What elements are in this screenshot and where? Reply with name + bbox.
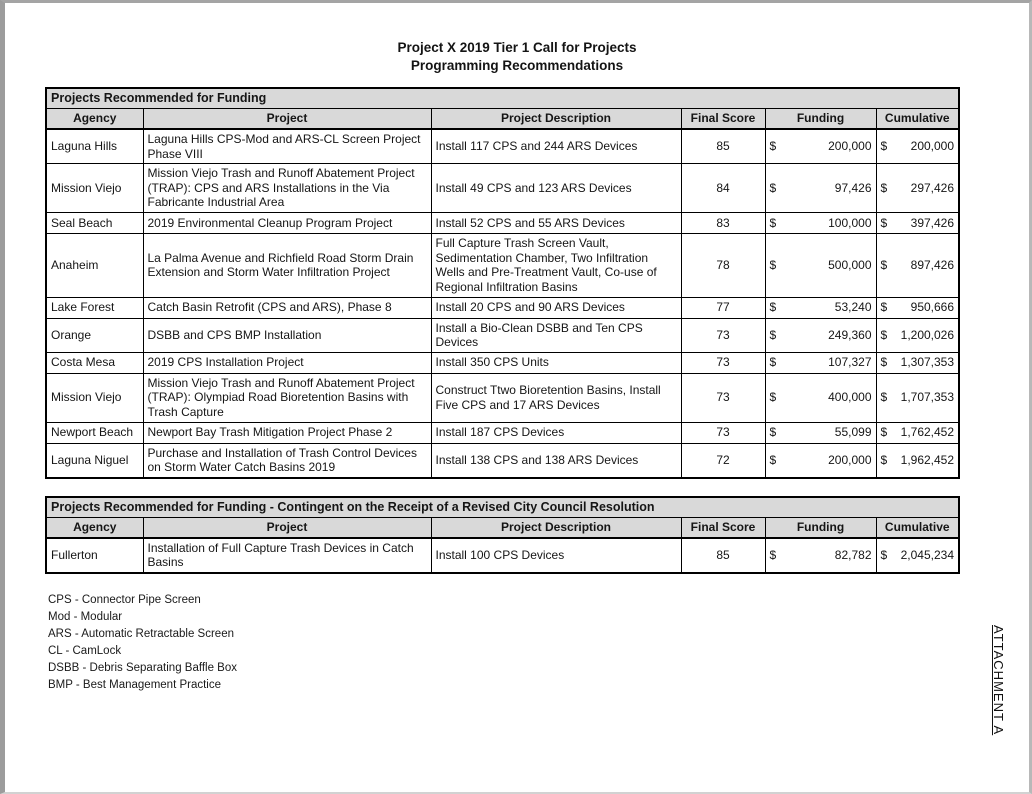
currency-symbol: $	[880, 300, 888, 315]
column-header-project-description: Project Description	[431, 518, 681, 538]
cell-final-score: 73	[681, 422, 765, 443]
funding-amount: 400,000	[828, 390, 872, 405]
table-section-title: Projects Recommended for Funding - Contingent on the Receipt of a Revised City Council Resolution	[46, 497, 959, 518]
cell-final-score: 84	[681, 164, 765, 213]
currency-symbol: $	[769, 139, 777, 154]
cell-cumulative	[876, 538, 959, 573]
cumulative-amount: 897,426	[910, 257, 955, 272]
cumulative-amount: 950,666	[910, 300, 955, 315]
cell-funding	[765, 164, 876, 213]
funding-amount: 53,240	[834, 300, 872, 315]
cell-project: La Palma Avenue and Richfield Road Storm Drain Extension and Storm Water Infiltration Project	[143, 234, 431, 298]
cumulative-amount: 397,426	[910, 215, 955, 230]
funding-amount: 500,000	[828, 257, 872, 272]
cell-final-score: 85	[681, 538, 765, 573]
currency-symbol: $	[880, 355, 888, 370]
title-line-2: Programming Recommendations	[410, 58, 624, 73]
currency-symbol: $	[880, 548, 888, 563]
cell-agency: Newport Beach	[46, 422, 143, 443]
funding-amount: 82,782	[834, 548, 872, 563]
cell-final-score: 72	[681, 443, 765, 478]
cell-cumulative	[876, 373, 959, 422]
table-row	[46, 234, 959, 298]
cell-final-score: 78	[681, 234, 765, 298]
table-row	[46, 164, 959, 213]
currency-symbol: $	[769, 257, 777, 272]
table-row	[46, 373, 959, 422]
cumulative-amount: 1,200,026	[900, 327, 955, 342]
column-header-funding: Funding	[765, 109, 876, 129]
cell-description: Install 117 CPS and 244 ARS Devices	[431, 129, 681, 164]
cell-description: Install 52 CPS and 55 ARS Devices	[431, 213, 681, 234]
table-row	[46, 129, 959, 164]
cell-final-score: 85	[681, 129, 765, 164]
currency-symbol: $	[769, 355, 777, 370]
currency-symbol: $	[769, 300, 777, 315]
currency-symbol: $	[769, 215, 777, 230]
contingent-funding-table	[45, 496, 960, 574]
funding-amount: 97,426	[834, 180, 872, 195]
cell-cumulative	[876, 443, 959, 478]
cell-funding	[765, 538, 876, 573]
cell-agency: Mission Viejo	[46, 164, 143, 213]
cell-project: Mission Viejo Trash and Runoff Abatement Project (TRAP): CPS and ARS Installations in the Via Fabricante Industrial Area	[143, 164, 431, 213]
cell-agency: Anaheim	[46, 234, 143, 298]
funding-amount: 107,327	[828, 355, 872, 370]
cell-cumulative	[876, 352, 959, 373]
cell-agency: Fullerton	[46, 538, 143, 573]
cell-description: Install 49 CPS and 123 ARS Devices	[431, 164, 681, 213]
funding-amount: 55,099	[834, 425, 872, 440]
footnotes	[48, 592, 1029, 694]
table-row	[46, 422, 959, 443]
cell-funding	[765, 352, 876, 373]
cell-project: 2019 Environmental Cleanup Program Project	[143, 213, 431, 234]
cell-description: Install a Bio-Clean DSBB and Ten CPS Devices	[431, 318, 681, 352]
funding-amount: 249,360	[828, 327, 872, 342]
funding-amount: 200,000	[828, 139, 872, 154]
cell-funding	[765, 297, 876, 318]
cell-agency: Costa Mesa	[46, 352, 143, 373]
footnote-line: CL - CamLock	[48, 645, 122, 657]
cell-final-score: 77	[681, 297, 765, 318]
cell-final-score: 73	[681, 373, 765, 422]
column-header-cumulative: Cumulative	[876, 109, 959, 129]
currency-symbol: $	[769, 425, 777, 440]
column-header-cumulative: Cumulative	[876, 518, 959, 538]
cell-agency: Orange	[46, 318, 143, 352]
cell-project: Newport Bay Trash Mitigation Project Phase 2	[143, 422, 431, 443]
cell-agency: Laguna Niguel	[46, 443, 143, 478]
cell-cumulative	[876, 318, 959, 352]
column-header-agency: Agency	[46, 518, 143, 538]
cumulative-amount: 1,307,353	[900, 355, 955, 370]
cell-project: 2019 CPS Installation Project	[143, 352, 431, 373]
cell-project: Installation of Full Capture Trash Devices in Catch Basins	[143, 538, 431, 573]
cell-final-score: 73	[681, 352, 765, 373]
cumulative-amount: 2,045,234	[900, 548, 955, 563]
cumulative-amount: 297,426	[910, 180, 955, 195]
cell-funding	[765, 373, 876, 422]
cell-description: Full Capture Trash Screen Vault, Sedimentation Chamber, Two Infiltration Wells and Pre-Treatment Vault, Co-use of Regional Infiltration Basins	[431, 234, 681, 298]
cumulative-amount: 1,707,353	[900, 390, 955, 405]
cell-project: Mission Viejo Trash and Runoff Abatement Project (TRAP): Olympiad Road Bioretention Basins with Trash Capture	[143, 373, 431, 422]
cell-description: Install 20 CPS and 90 ARS Devices	[431, 297, 681, 318]
cell-description: Install 100 CPS Devices	[431, 538, 681, 573]
attachment-label: ATTACHMENT A	[991, 625, 1006, 736]
column-header-project-description: Project Description	[431, 109, 681, 129]
cell-agency: Lake Forest	[46, 297, 143, 318]
currency-symbol: $	[880, 452, 888, 467]
cell-cumulative	[876, 422, 959, 443]
cell-description: Install 138 CPS and 138 ARS Devices	[431, 443, 681, 478]
column-header-project: Project	[143, 518, 431, 538]
currency-symbol: $	[880, 139, 888, 154]
table-row	[46, 352, 959, 373]
cell-project: Laguna Hills CPS-Mod and ARS-CL Screen Project Phase VIII	[143, 129, 431, 164]
cell-funding	[765, 129, 876, 164]
footnote-line: DSBB - Debris Separating Baffle Box	[48, 662, 237, 674]
cell-agency: Laguna Hills	[46, 129, 143, 164]
cell-description: Install 350 CPS Units	[431, 352, 681, 373]
cell-funding	[765, 213, 876, 234]
cell-project: Purchase and Installation of Trash Control Devices on Storm Water Catch Basins 2019	[143, 443, 431, 478]
currency-symbol: $	[880, 425, 888, 440]
currency-symbol: $	[769, 548, 777, 563]
column-header-funding: Funding	[765, 518, 876, 538]
footnote-line: Mod - Modular	[48, 611, 123, 623]
cell-cumulative	[876, 164, 959, 213]
cell-agency: Seal Beach	[46, 213, 143, 234]
currency-symbol: $	[880, 327, 888, 342]
cell-funding	[765, 234, 876, 298]
table-row	[46, 318, 959, 352]
table-row	[46, 213, 959, 234]
table-row	[46, 443, 959, 478]
cell-project: DSBB and CPS BMP Installation	[143, 318, 431, 352]
currency-symbol: $	[880, 180, 888, 195]
currency-symbol: $	[880, 257, 888, 272]
column-header-project: Project	[143, 109, 431, 129]
cell-funding	[765, 422, 876, 443]
cell-cumulative	[876, 297, 959, 318]
cumulative-amount: 1,962,452	[900, 452, 955, 467]
table-row	[46, 538, 959, 573]
cell-cumulative	[876, 129, 959, 164]
currency-symbol: $	[769, 327, 777, 342]
currency-symbol: $	[769, 390, 777, 405]
cell-final-score: 73	[681, 318, 765, 352]
column-header-final-score: Final Score	[681, 518, 765, 538]
cell-description: Construct Ttwo Bioretention Basins, Install Five CPS and 17 ARS Devices	[431, 373, 681, 422]
funding-table	[45, 87, 960, 479]
title-line-1: Project X 2019 Tier 1 Call for Projects	[397, 40, 637, 55]
funding-amount: 100,000	[828, 215, 872, 230]
document-title	[5, 39, 1029, 75]
footnote-line: BMP - Best Management Practice	[48, 679, 221, 691]
column-header-final-score: Final Score	[681, 109, 765, 129]
cell-agency: Mission Viejo	[46, 373, 143, 422]
funding-amount: 200,000	[828, 452, 872, 467]
cell-funding	[765, 443, 876, 478]
currency-symbol: $	[769, 452, 777, 467]
table-row	[46, 297, 959, 318]
footnote-line: ARS - Automatic Retractable Screen	[48, 628, 234, 640]
cumulative-amount: 1,762,452	[900, 425, 955, 440]
currency-symbol: $	[769, 180, 777, 195]
cell-funding	[765, 318, 876, 352]
cumulative-amount: 200,000	[910, 139, 955, 154]
cell-cumulative	[876, 213, 959, 234]
currency-symbol: $	[880, 215, 888, 230]
table-section-title: Projects Recommended for Funding	[46, 88, 959, 109]
column-header-agency: Agency	[46, 109, 143, 129]
cell-final-score: 83	[681, 213, 765, 234]
cell-cumulative	[876, 234, 959, 298]
cell-description: Install 187 CPS Devices	[431, 422, 681, 443]
cell-project: Catch Basin Retrofit (CPS and ARS), Phase 8	[143, 297, 431, 318]
footnote-line: CPS - Connector Pipe Screen	[48, 594, 201, 606]
currency-symbol: $	[880, 390, 888, 405]
